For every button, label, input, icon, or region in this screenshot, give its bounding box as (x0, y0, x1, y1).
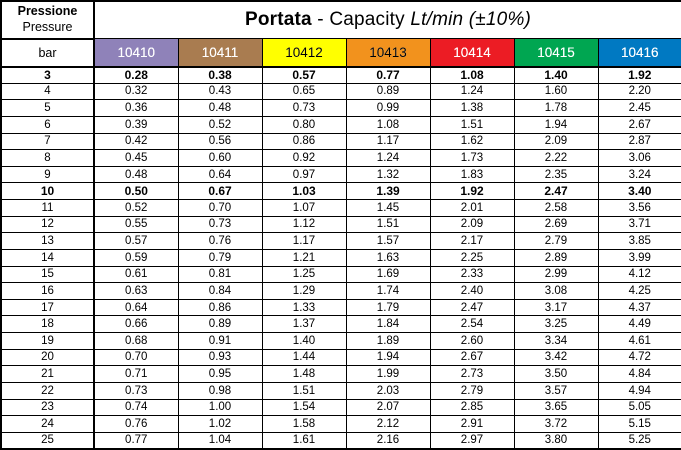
capacity-value-10412: 0.80 (262, 116, 346, 133)
capacity-value-10416: 3.85 (598, 233, 681, 250)
table-row (1, 100, 681, 117)
capacity-value-10411: 0.43 (178, 83, 262, 100)
capacity-value-10416: 3.40 (598, 183, 681, 200)
capacity-value-10415: 2.09 (514, 133, 598, 150)
capacity-value-10410: 0.48 (94, 166, 178, 183)
table-body (1, 67, 681, 450)
capacity-value-10411: 0.52 (178, 116, 262, 133)
column-code-10415: 10415 (514, 39, 598, 67)
pressure-value: 6 (1, 116, 94, 133)
capacity-value-10416: 4.37 (598, 299, 681, 316)
capacity-value-10416: 3.99 (598, 249, 681, 266)
pressure-value: 11 (1, 200, 94, 217)
capacity-value-10413: 1.32 (346, 166, 430, 183)
table-row (1, 349, 681, 366)
title-unit: Lt/min (±10%) (410, 9, 532, 30)
capacity-value-10415: 2.79 (514, 233, 598, 250)
capacity-value-10413: 1.74 (346, 283, 430, 300)
capacity-value-10416: 3.56 (598, 200, 681, 217)
capacity-value-10411: 0.64 (178, 166, 262, 183)
capacity-value-10416: 4.49 (598, 316, 681, 333)
capacity-value-10410: 0.77 (94, 432, 178, 449)
capacity-value-10414: 2.17 (430, 233, 514, 250)
capacity-value-10415: 1.78 (514, 100, 598, 117)
pressure-label-it: Pressione (17, 4, 78, 19)
table-row (1, 299, 681, 316)
capacity-value-10410: 0.76 (94, 416, 178, 433)
pressure-value: 24 (1, 416, 94, 433)
capacity-value-10412: 1.40 (262, 333, 346, 350)
table-row (1, 416, 681, 433)
capacity-value-10415: 3.08 (514, 283, 598, 300)
pressure-value: 23 (1, 399, 94, 416)
capacity-value-10412: 0.57 (262, 67, 346, 84)
capacity-value-10413: 1.99 (346, 366, 430, 383)
capacity-value-10414: 2.47 (430, 299, 514, 316)
capacity-value-10411: 0.98 (178, 382, 262, 399)
capacity-value-10415: 2.58 (514, 200, 598, 217)
capacity-value-10410: 0.45 (94, 150, 178, 167)
pressure-value: 20 (1, 349, 94, 366)
capacity-value-10412: 0.86 (262, 133, 346, 150)
capacity-value-10412: 1.54 (262, 399, 346, 416)
pressure-value: 21 (1, 366, 94, 383)
capacity-value-10412: 1.03 (262, 183, 346, 200)
capacity-value-10411: 0.95 (178, 366, 262, 383)
capacity-value-10416: 4.25 (598, 283, 681, 300)
capacity-value-10413: 1.51 (346, 216, 430, 233)
capacity-value-10414: 2.54 (430, 316, 514, 333)
capacity-value-10413: 1.69 (346, 266, 430, 283)
capacity-value-10411: 0.76 (178, 233, 262, 250)
capacity-value-10412: 1.51 (262, 382, 346, 399)
capacity-value-10410: 0.64 (94, 299, 178, 316)
capacity-value-10414: 1.73 (430, 150, 514, 167)
capacity-value-10415: 1.94 (514, 116, 598, 133)
capacity-value-10410: 0.55 (94, 216, 178, 233)
capacity-value-10411: 1.00 (178, 399, 262, 416)
capacity-value-10416: 4.84 (598, 366, 681, 383)
capacity-value-10410: 0.42 (94, 133, 178, 150)
capacity-value-10415: 2.22 (514, 150, 598, 167)
capacity-value-10413: 2.03 (346, 382, 430, 399)
capacity-value-10410: 0.50 (94, 183, 178, 200)
capacity-value-10412: 1.17 (262, 233, 346, 250)
pressure-value: 14 (1, 249, 94, 266)
capacity-value-10414: 1.83 (430, 166, 514, 183)
capacity-value-10412: 0.73 (262, 100, 346, 117)
capacity-value-10415: 2.99 (514, 266, 598, 283)
capacity-value-10413: 0.77 (346, 67, 430, 84)
capacity-value-10415: 3.17 (514, 299, 598, 316)
capacity-value-10412: 1.33 (262, 299, 346, 316)
table-row (1, 266, 681, 283)
pressure-label-en: Pressure (22, 19, 73, 34)
capacity-value-10410: 0.52 (94, 200, 178, 217)
capacity-value-10413: 1.08 (346, 116, 430, 133)
pressure-value: 19 (1, 333, 94, 350)
capacity-value-10413: 1.89 (346, 333, 430, 350)
table-row (1, 233, 681, 250)
table-row (1, 399, 681, 416)
capacity-value-10412: 1.58 (262, 416, 346, 433)
capacity-value-10412: 0.97 (262, 166, 346, 183)
table-row (1, 249, 681, 266)
capacity-value-10416: 5.05 (598, 399, 681, 416)
capacity-value-10411: 1.04 (178, 432, 262, 449)
capacity-value-10413: 1.79 (346, 299, 430, 316)
column-code-10416: 10416 (598, 39, 681, 67)
capacity-value-10414: 2.73 (430, 366, 514, 383)
pressure-header-cell (1, 1, 94, 39)
capacity-value-10416: 3.24 (598, 166, 681, 183)
table-row (1, 133, 681, 150)
pressure-value: 17 (1, 299, 94, 316)
capacity-value-10411: 0.73 (178, 216, 262, 233)
capacity-value-10414: 2.79 (430, 382, 514, 399)
pressure-value: 25 (1, 432, 94, 449)
title-separator: - (311, 9, 330, 30)
capacity-value-10413: 2.12 (346, 416, 430, 433)
capacity-value-10416: 2.20 (598, 83, 681, 100)
capacity-value-10411: 0.84 (178, 283, 262, 300)
pressure-value: 9 (1, 166, 94, 183)
capacity-value-10416: 4.94 (598, 382, 681, 399)
capacity-value-10415: 3.57 (514, 382, 598, 399)
capacity-value-10413: 1.57 (346, 233, 430, 250)
capacity-value-10410: 0.70 (94, 349, 178, 366)
table-row (1, 382, 681, 399)
capacity-value-10415: 3.72 (514, 416, 598, 433)
table-row (1, 150, 681, 167)
capacity-value-10416: 4.72 (598, 349, 681, 366)
pressure-value: 15 (1, 266, 94, 283)
capacity-value-10410: 0.28 (94, 67, 178, 84)
capacity-value-10414: 2.33 (430, 266, 514, 283)
capacity-value-10410: 0.71 (94, 366, 178, 383)
capacity-value-10410: 0.57 (94, 233, 178, 250)
capacity-value-10414: 1.51 (430, 116, 514, 133)
pressure-value: 4 (1, 83, 94, 100)
capacity-value-10410: 0.63 (94, 283, 178, 300)
capacity-value-10412: 1.12 (262, 216, 346, 233)
capacity-value-10410: 0.32 (94, 83, 178, 100)
capacity-value-10414: 2.01 (430, 200, 514, 217)
pressure-value: 18 (1, 316, 94, 333)
capacity-value-10414: 2.60 (430, 333, 514, 350)
capacity-value-10414: 2.40 (430, 283, 514, 300)
capacity-value-10416: 2.67 (598, 116, 681, 133)
capacity-value-10413: 1.17 (346, 133, 430, 150)
pressure-value: 7 (1, 133, 94, 150)
capacity-value-10411: 0.56 (178, 133, 262, 150)
capacity-value-10415: 3.25 (514, 316, 598, 333)
column-code-10414: 10414 (430, 39, 514, 67)
capacity-value-10415: 2.69 (514, 216, 598, 233)
capacity-value-10413: 0.89 (346, 83, 430, 100)
capacity-value-10413: 2.16 (346, 432, 430, 449)
table-row (1, 200, 681, 217)
capacity-value-10410: 0.59 (94, 249, 178, 266)
table-row (1, 166, 681, 183)
capacity-value-10411: 0.67 (178, 183, 262, 200)
table-row (1, 366, 681, 383)
capacity-value-10415: 2.35 (514, 166, 598, 183)
capacity-value-10412: 0.65 (262, 83, 346, 100)
capacity-value-10414: 1.08 (430, 67, 514, 84)
table-row (1, 67, 681, 84)
capacity-value-10410: 0.74 (94, 399, 178, 416)
capacity-value-10413: 1.39 (346, 183, 430, 200)
column-code-10411: 10411 (178, 39, 262, 67)
pressure-value: 5 (1, 100, 94, 117)
capacity-value-10413: 1.94 (346, 349, 430, 366)
capacity-value-10415: 2.47 (514, 183, 598, 200)
pressure-value: 3 (1, 67, 94, 84)
capacity-value-10415: 3.80 (514, 432, 598, 449)
capacity-value-10412: 1.07 (262, 200, 346, 217)
table-row (1, 432, 681, 449)
capacity-value-10410: 0.39 (94, 116, 178, 133)
capacity-value-10415: 3.34 (514, 333, 598, 350)
capacity-value-10411: 0.91 (178, 333, 262, 350)
table-row (1, 116, 681, 133)
capacity-value-10414: 2.09 (430, 216, 514, 233)
column-code-10413: 10413 (346, 39, 430, 67)
pressure-value: 16 (1, 283, 94, 300)
capacity-value-10413: 0.99 (346, 100, 430, 117)
capacity-value-10413: 1.63 (346, 249, 430, 266)
capacity-value-10411: 0.79 (178, 249, 262, 266)
capacity-value-10411: 0.70 (178, 200, 262, 217)
capacity-value-10411: 0.38 (178, 67, 262, 84)
capacity-value-10414: 2.85 (430, 399, 514, 416)
capacity-value-10414: 1.62 (430, 133, 514, 150)
capacity-value-10416: 5.25 (598, 432, 681, 449)
capacity-value-10411: 0.93 (178, 349, 262, 366)
table-row (1, 83, 681, 100)
capacity-value-10411: 1.02 (178, 416, 262, 433)
capacity-value-10413: 1.84 (346, 316, 430, 333)
capacity-value-10410: 0.36 (94, 100, 178, 117)
pressure-value: 22 (1, 382, 94, 399)
capacity-value-10416: 3.71 (598, 216, 681, 233)
capacity-value-10415: 1.60 (514, 83, 598, 100)
capacity-value-10416: 2.45 (598, 100, 681, 117)
capacity-value-10413: 2.07 (346, 399, 430, 416)
capacity-value-10411: 0.48 (178, 100, 262, 117)
capacity-value-10414: 2.91 (430, 416, 514, 433)
capacity-value-10410: 0.61 (94, 266, 178, 283)
title-main: Portata (244, 9, 312, 30)
capacity-value-10413: 1.24 (346, 150, 430, 167)
capacity-value-10416: 3.06 (598, 150, 681, 167)
pressure-value: 12 (1, 216, 94, 233)
pressure-value: 13 (1, 233, 94, 250)
capacity-value-10415: 3.50 (514, 366, 598, 383)
capacity-value-10410: 0.68 (94, 333, 178, 350)
column-code-10412: 10412 (262, 39, 346, 67)
capacity-value-10416: 4.12 (598, 266, 681, 283)
capacity-value-10410: 0.66 (94, 316, 178, 333)
capacity-value-10412: 1.48 (262, 366, 346, 383)
capacity-value-10412: 1.25 (262, 266, 346, 283)
capacity-value-10416: 4.61 (598, 333, 681, 350)
capacity-value-10415: 3.65 (514, 399, 598, 416)
table-row (1, 316, 681, 333)
capacity-value-10412: 0.92 (262, 150, 346, 167)
column-code-10410: 10410 (94, 39, 178, 67)
table-row (1, 283, 681, 300)
table-header (1, 1, 681, 67)
capacity-value-10415: 3.42 (514, 349, 598, 366)
capacity-value-10415: 2.89 (514, 249, 598, 266)
table-row (1, 183, 681, 200)
capacity-value-10416: 2.87 (598, 133, 681, 150)
capacity-value-10416: 1.92 (598, 67, 681, 84)
capacity-value-10414: 2.25 (430, 249, 514, 266)
capacity-value-10411: 0.60 (178, 150, 262, 167)
capacity-value-10414: 2.67 (430, 349, 514, 366)
pressure-value: 10 (1, 183, 94, 200)
table-row (1, 333, 681, 350)
capacity-value-10414: 1.92 (430, 183, 514, 200)
capacity-value-10413: 1.45 (346, 200, 430, 217)
pressure-value: 8 (1, 150, 94, 167)
capacity-value-10412: 1.61 (262, 432, 346, 449)
capacity-value-10414: 1.38 (430, 100, 514, 117)
table-title (94, 1, 681, 39)
capacity-value-10411: 0.89 (178, 316, 262, 333)
capacity-value-10412: 1.44 (262, 349, 346, 366)
pressure-unit-cell: bar (1, 39, 94, 67)
capacity-value-10411: 0.81 (178, 266, 262, 283)
capacity-value-10411: 0.86 (178, 299, 262, 316)
capacity-value-10414: 1.24 (430, 83, 514, 100)
capacity-value-10416: 5.15 (598, 416, 681, 433)
capacity-value-10414: 2.97 (430, 432, 514, 449)
capacity-value-10412: 1.29 (262, 283, 346, 300)
title-sub: Capacity (329, 9, 411, 30)
capacity-value-10412: 1.37 (262, 316, 346, 333)
capacity-value-10412: 1.21 (262, 249, 346, 266)
capacity-value-10410: 0.73 (94, 382, 178, 399)
capacity-value-10415: 1.40 (514, 67, 598, 84)
table-row (1, 216, 681, 233)
